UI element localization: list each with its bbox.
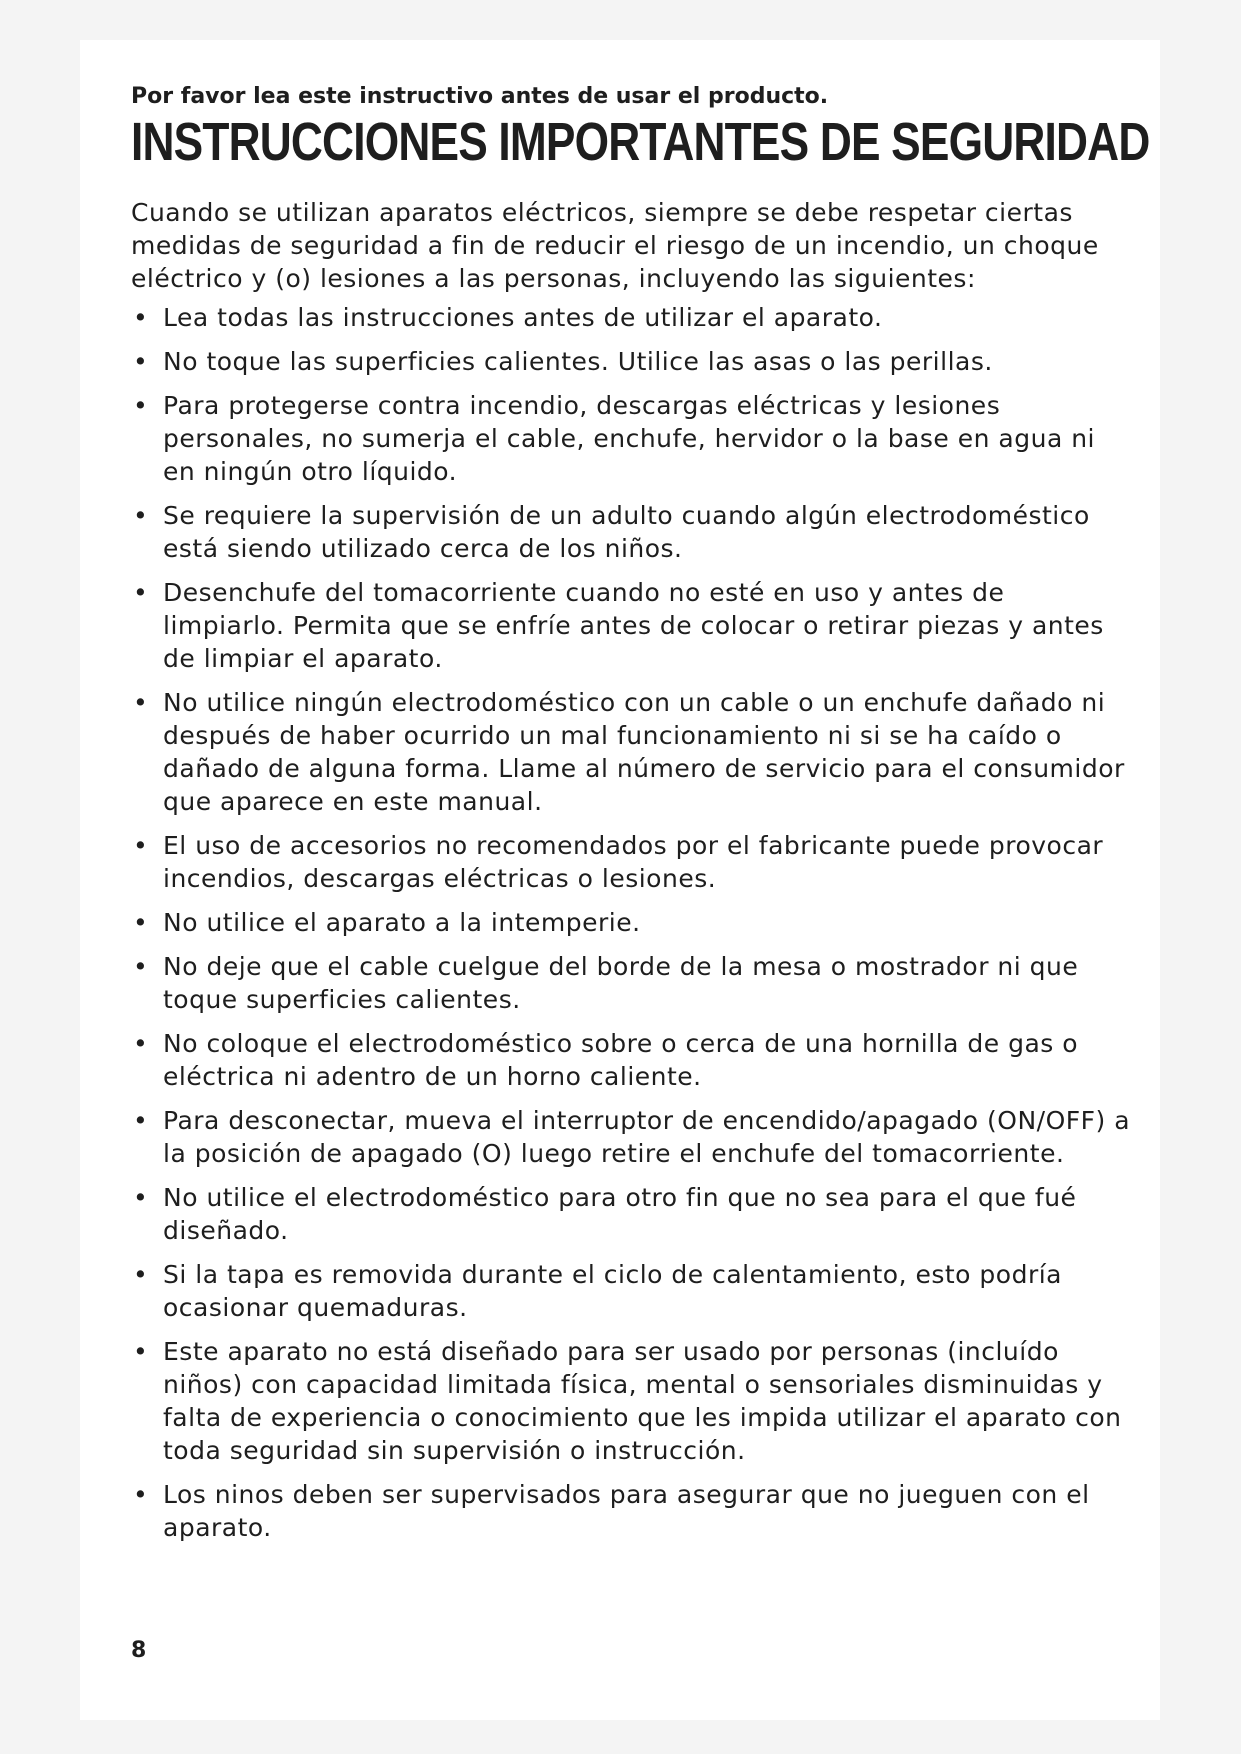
bullet-icon: •	[133, 578, 149, 607]
bullet-icon: •	[133, 347, 149, 376]
bullet-icon: •	[133, 501, 149, 530]
list-item	[131, 499, 1131, 565]
bullet-icon: •	[133, 908, 149, 937]
list-item	[131, 950, 1131, 1016]
bullet-icon: •	[133, 1337, 149, 1366]
rule-text: El uso de accesorios no recomendados por el fabricante puede provocar incendios, descargas eléctricas o lesiones.	[163, 831, 1104, 893]
list-item	[131, 1027, 1131, 1093]
list-item	[131, 301, 1131, 334]
document-content	[131, 82, 1150, 1555]
list-item	[131, 1258, 1131, 1324]
bullet-icon: •	[133, 831, 149, 860]
intro-paragraph: Cuando se utilizan aparatos eléctricos, siempre se debe respetar ciertas medidas de seguridad a fin de reducir el riesgo de un incendio, un choque eléctrico y (o) lesiones a las personas, incluyendo las siguientes:	[131, 198, 1099, 293]
page-title: INSTRUCCIONES IMPORTANTES DE SEGURIDAD	[131, 112, 1150, 172]
list-item	[131, 1104, 1131, 1170]
bullet-icon: •	[133, 1480, 149, 1509]
rule-text: No utilice el aparato a la intemperie.	[163, 908, 641, 937]
safety-rules-list	[131, 301, 1131, 1544]
rule-text: Si la tapa es removida durante el ciclo de calentamiento, esto podría ocasionar quemaduras.	[163, 1260, 1063, 1322]
rule-text: No toque las superficies calientes. Utilice las asas o las perillas.	[163, 347, 993, 376]
rule-text: Para protegerse contra incendio, descargas eléctricas y lesiones personales, no sumerja el cable, enchufe, hervidor o la base en agua ni en ningún otro líquido.	[163, 391, 1095, 486]
rule-text: Los ninos deben ser supervisados para asegurar que no jueguen con el aparato.	[163, 1480, 1090, 1542]
bullet-icon: •	[133, 391, 149, 420]
list-item	[131, 1478, 1131, 1544]
rule-text: No utilice el electrodoméstico para otro fin que no sea para el que fué diseñado.	[163, 1183, 1077, 1245]
rule-text: Desenchufe del tomacorriente cuando no esté en uso y antes de limpiarlo. Permita que se enfríe antes de colocar o retirar piezas y antes de limpiar el aparato.	[163, 578, 1104, 673]
bullet-icon: •	[133, 1260, 149, 1289]
bullet-icon: •	[133, 1183, 149, 1212]
page-number: 8	[131, 1638, 147, 1663]
rule-text: Para desconectar, mueva el interruptor de encendido/apagado (ON/OFF) a la posición de apagado (O) luego retire el enchufe del tomacorriente.	[163, 1106, 1131, 1168]
rule-text: Este aparato no está diseñado para ser usado por personas (incluído niños) con capacidad limitada física, mental o sensoriales disminuidas y falta de experiencia o conocimiento que les impida utilizar el aparato con toda seguridad sin supervisión o instrucción.	[163, 1337, 1122, 1465]
list-item	[131, 1181, 1131, 1247]
bullet-icon: •	[133, 1029, 149, 1058]
rule-text: Se requiere la supervisión de un adulto cuando algún electrodoméstico está siendo utilizado cerca de los niños.	[163, 501, 1090, 563]
list-item	[131, 686, 1131, 818]
bullet-icon: •	[133, 1106, 149, 1135]
list-item	[131, 829, 1131, 895]
bullet-icon: •	[133, 303, 149, 332]
rule-text: Lea todas las instrucciones antes de utilizar el aparato.	[163, 303, 883, 332]
preface-note: Por favor lea este instructivo antes de usar el producto.	[131, 84, 829, 109]
list-item	[131, 906, 1131, 939]
bullet-icon: •	[133, 952, 149, 981]
rule-text: No deje que el cable cuelgue del borde de la mesa o mostrador ni que toque superficies calientes.	[163, 952, 1079, 1014]
list-item	[131, 1335, 1131, 1467]
rule-text: No coloque el electrodoméstico sobre o cerca de una hornilla de gas o eléctrica ni adentro de un horno caliente.	[163, 1029, 1079, 1091]
list-item	[131, 345, 1131, 378]
bullet-icon: •	[133, 688, 149, 717]
rule-text: No utilice ningún electrodoméstico con un cable o un enchufe dañado ni después de haber ocurrido un mal funcionamiento ni si se ha caído o dañado de alguna forma. Llame al número de servicio para el consumidor que aparece en este manual.	[163, 688, 1125, 816]
list-item	[131, 389, 1131, 488]
list-item	[131, 576, 1131, 675]
